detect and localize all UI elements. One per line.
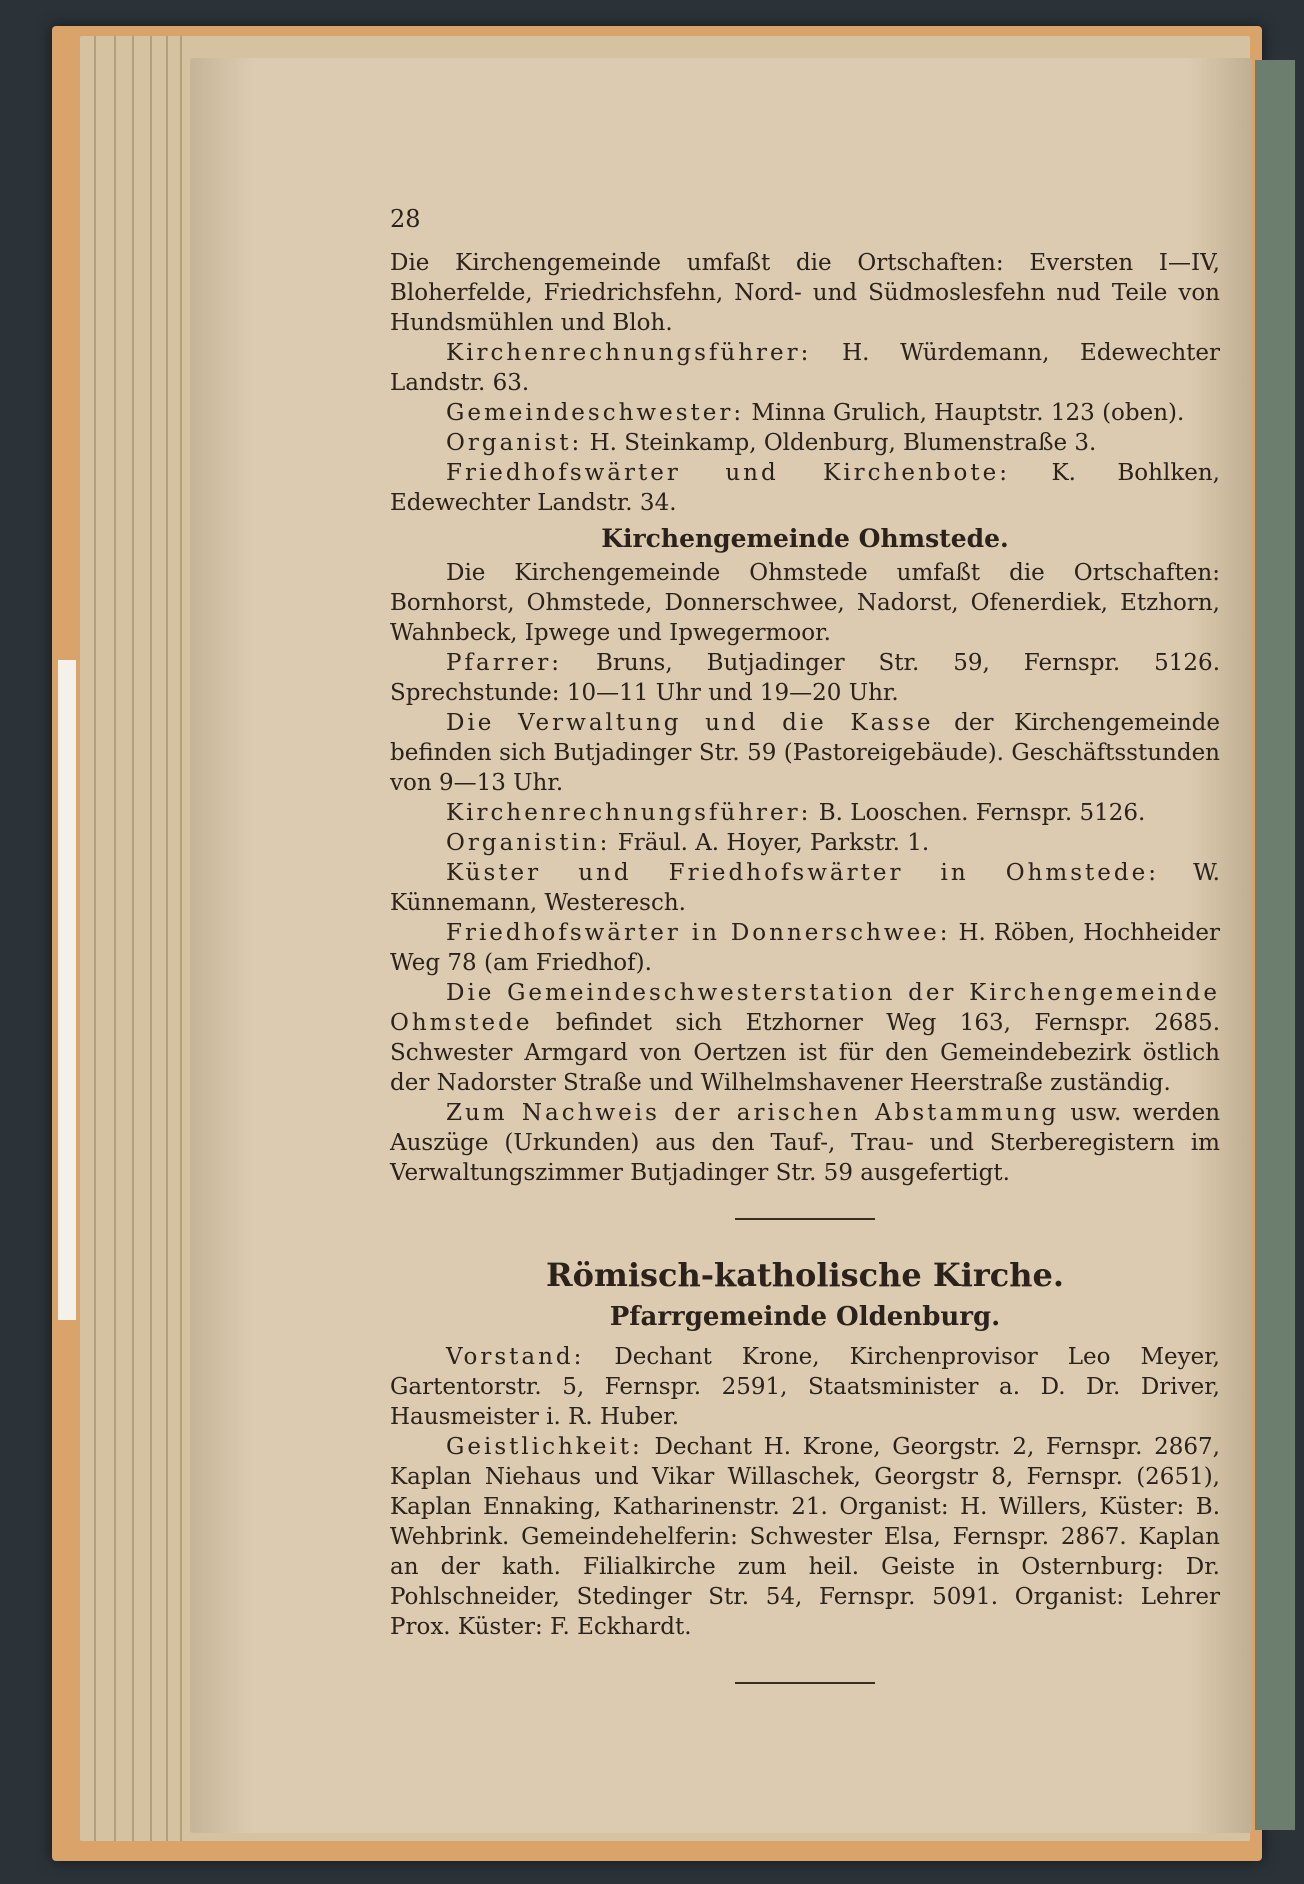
entry-label: Friedhofswärter und Kirchenbote: — [446, 460, 1010, 486]
entry-label: Kirchenrechnungsführer: — [446, 340, 812, 366]
entry-text: K. Bohlken, Edewechter Landstr. 34. — [390, 460, 1220, 516]
entry — [390, 398, 1220, 428]
entry — [390, 918, 1220, 978]
divider — [735, 1218, 875, 1220]
entry-text: W. Künnemann, Westeresch. — [390, 860, 1220, 916]
entry — [390, 858, 1220, 918]
entry — [390, 1098, 1220, 1188]
entry — [390, 1432, 1220, 1642]
divider — [735, 1682, 875, 1684]
entry-text: Minna Grulich, Hauptstr. 123 (oben). — [751, 400, 1185, 426]
entry — [390, 708, 1220, 798]
section1-intro: Die Kirchengemeinde umfaßt die Ortschaften: Eversten I—IV, Bloherfelde, Friedrichsfehn, Nord- und Südmoslesfehn nud Teile von Hundsmühlen und Bloh. — [390, 250, 1220, 336]
entry-label: Vorstand: — [446, 1344, 585, 1370]
entry-text: Dechant Krone, Kirchenprovisor Leo Meyer, Gartentorstr. 5, Fernspr. 2591, Staatsminister a. D. Dr. Driver, Hausmeister i. R. Huber. — [390, 1344, 1220, 1430]
entry-text: B. Looschen. Fernspr. 5126. — [818, 800, 1146, 826]
entry-label: Kirchenrechnungsführer: — [446, 800, 812, 826]
entry-label: Küster und Friedhofswärter in Ohmstede: — [446, 860, 1159, 886]
entry — [390, 648, 1220, 708]
book-spine-edge — [1255, 60, 1295, 1830]
entry-text: H. Röben, Hochheider Weg 78 (am Friedhof). — [390, 920, 1220, 976]
entry-label: Friedhofswärter in Donnerschwee: — [446, 920, 951, 946]
entry-text: H. Würdemann, Edewechter Landstr. 63. — [390, 340, 1221, 396]
entry-text: usw. werden Auszüge (Urkunden) aus den Tauf-, Trau- und Sterberegistern im Verwaltungszimmer Butjadinger Str. 59 ausgefertigt. — [390, 1100, 1221, 1186]
entry — [390, 1342, 1220, 1432]
chapter-title: Römisch-katholische Kirche. — [546, 1256, 1064, 1294]
entry-text: H. Steinkamp, Oldenburg, Blumenstraße 3. — [589, 430, 1097, 456]
page-content — [390, 204, 1220, 1684]
entry-text: der Kirchengemeinde befinden sich Butjadinger Str. 59 (Pastoreigebäude). Geschäftsstunden von 9—13 Uhr. — [390, 710, 1220, 796]
entry-text: Bruns, Butjadinger Str. 59, Fernspr. 5126. Sprechstunde: 10—11 Uhr und 19—20 Uhr. — [390, 650, 1221, 706]
section-heading: Kirchengemeinde Ohmstede. — [601, 524, 1009, 553]
entry — [390, 428, 1220, 458]
entry — [390, 458, 1220, 518]
bookmark-tab — [58, 660, 76, 1320]
entry-label: Organist: — [446, 430, 583, 456]
entry-text: befindet sich Etzhorner Weg 163, Fernspr. 2685. Schwester Armgard von Oertzen ist für den Gemeindebezirk östlich der Nadorster Straße und Wilhelmshavener Heerstraße zuständig. — [390, 1010, 1221, 1096]
entry-label: Organistin: — [446, 830, 611, 856]
section-heading: Pfarrgemeinde Oldenburg. — [609, 1302, 1001, 1332]
entry-label: Die Verwaltung und die Kasse — [446, 710, 934, 736]
entry — [390, 978, 1220, 1098]
entry — [390, 828, 1220, 858]
entry-label: Pfarrer: — [446, 650, 563, 676]
entry-label: Zum Nachweis der arischen Abstammung — [446, 1100, 1060, 1126]
entry-label: Gemeindeschwester: — [446, 400, 745, 426]
entry — [390, 798, 1220, 828]
entry-text: Dechant H. Krone, Georgstr. 2, Fernspr. 2867, Kaplan Niehaus und Vikar Willaschek, Georgstr 8, Fernspr. (2651), Kaplan Ennaking, Katharinenstr. 21. Organist: H. Willers, Küster: B. Wehbrink. Gemeindehelferin: Schwester Elsa, Fernspr. 2867. Kaplan an der kath. Filialkirche zum heil. Geiste in Osternburg: Dr. Pohlschneider, Stedinger Str. 54, Fernspr. 5091. Organist: Lehrer Prox. Küster: F. Eckhardt. — [390, 1434, 1220, 1640]
entry-label: Geistlichkeit: — [446, 1434, 643, 1460]
page-number: 28 — [390, 205, 421, 233]
section2-intro: Die Kirchengemeinde Ohmstede umfaßt die Ortschaften: Bornhorst, Ohmstede, Donnerschwee, Nadorst, Ofenerdiek, Etzhorn, Wahnbeck, Ipwege und Ipwegermoor. — [390, 560, 1220, 646]
entry-text: Fräul. A. Hoyer, Parkstr. 1. — [617, 830, 930, 856]
entry-label: Die Gemeindeschwesterstation der Kirchengemeinde Ohmstede — [390, 980, 1220, 1036]
entry — [390, 338, 1220, 398]
